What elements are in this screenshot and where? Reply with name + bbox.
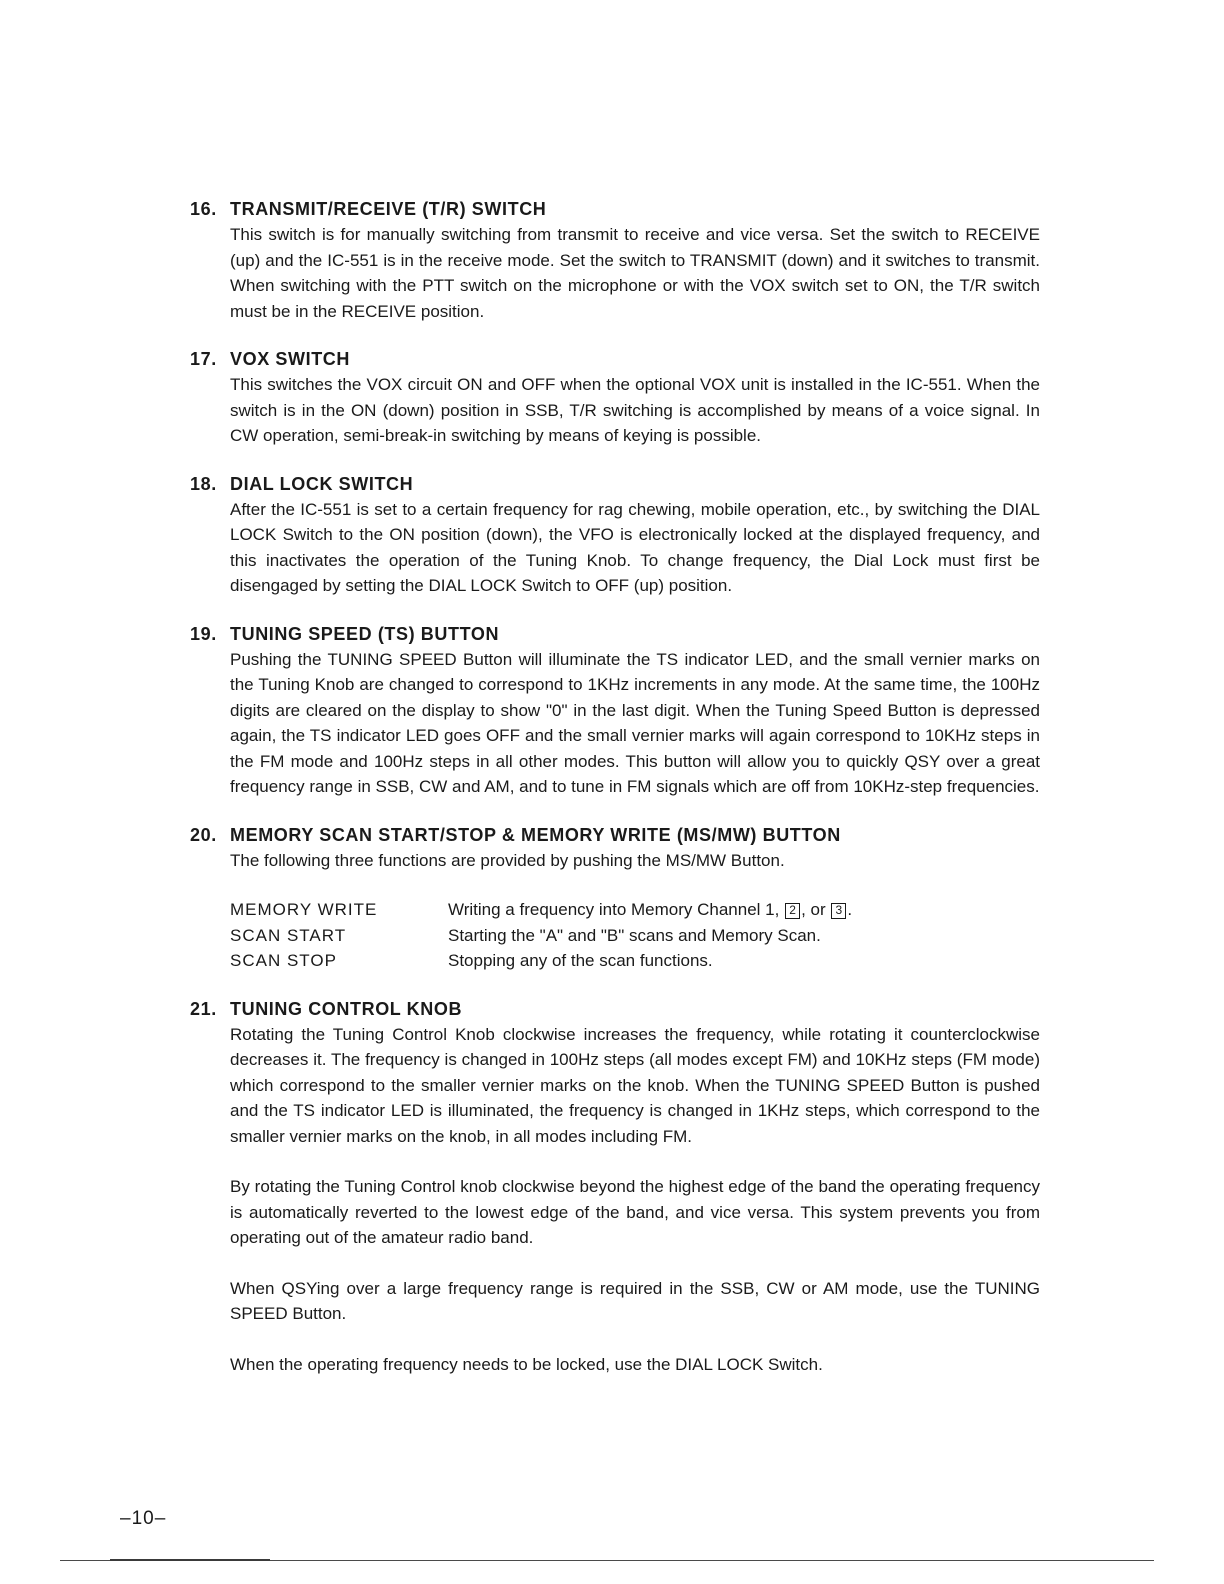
section-heading [190,822,1040,848]
function-description: Stopping any of the scan functions. [448,951,713,970]
section-dial-lock-switch [190,471,1040,599]
paragraph: When QSYing over a large frequency range is required in the SSB, CW or AM mode, use the TUNING SPEED Button. [230,1278,1040,1323]
paragraph: After the IC-551 is set to a certain frequency for rag chewing, mobile operation, etc., by switching the DIAL LOCK Switch to the ON position (down), the VFO is electronically locked at the displayed frequency, and this inactivates the operation of the Tuning Knob. To change frequency, the Dial Lock must first be disengaged by setting the DIAL LOCK Switch to OFF (up) position. [230,499,1040,595]
section-number: 18. [190,473,217,494]
paragraph: This switches the VOX circuit ON and OFF when the optional VOX unit is installed in the IC-551. When the switch is in the ON (down) position in SSB, T/R switching is accomplished by means of a voice signal. In CW operation, semi-break-in switching by means of keying is possible. [230,375,1040,445]
section-title: TUNING CONTROL KNOB [230,998,463,1019]
function-row [230,948,1040,974]
section-body [230,647,1040,800]
section-number: 21. [190,998,217,1019]
section-title: VOX SWITCH [230,349,351,369]
section-vox-switch [190,346,1040,449]
section-title: MEMORY SCAN START/STOP & MEMORY WRITE (MS/MW) BUTTON [230,824,841,845]
section-body [230,372,1040,449]
section-body [230,1022,1040,1378]
paragraph: The following three functions are provided by pushing the MS/MW Button. [230,850,785,870]
memory-channel-2-box: 2 [785,903,800,919]
section-number: 19. [190,623,217,644]
bottom-rule-accent [110,1559,270,1561]
page-number: –10– [120,1508,167,1529]
function-name: SCAN STOP [230,951,337,970]
section-number: 16. [190,199,217,219]
section-ms-mw-button [190,822,1040,974]
section-number: 20. [190,824,217,845]
section-title: DIAL LOCK SWITCH [230,473,414,494]
section-heading [190,196,1040,222]
function-table [230,897,1040,974]
function-name: SCAN START [230,925,347,945]
paragraph: When the operating frequency needs to be locked, use the DIAL LOCK Switch. [230,1354,823,1374]
section-title: TRANSMIT/RECEIVE (T/R) SWITCH [230,199,547,219]
function-description: Starting the "A" and "B" scans and Memory Scan. [448,925,821,945]
paragraph: Pushing the TUNING SPEED Button will illuminate the TS indicator LED, and the small vernier marks on the Tuning Knob are changed to correspond to 1KHz increments in any mode. At the same time, the 100Hz digits are cleared on the display to show "0" in the last digit. When the Tuning Speed Button is depressed again, the TS indicator LED goes OFF and the small vernier marks will again correspond to 10KHz steps in the FM mode and 100Hz steps in all other modes. This button will allow you to quickly QSY over a great frequency range in SSB, CW and AM, and to tune in FM signals which are off from 10KHz-step frequencies. [230,649,1040,796]
manual-page-content [190,196,1040,1399]
section-heading [190,346,1040,372]
section-body [230,222,1040,324]
paragraph: This switch is for manually switching from transmit to receive and vice versa. Set the switch to RECEIVE (up) and the IC-551 is in the receive mode. Set the switch to TRANSMIT (down) and it switches to transmit. When switching with the PTT switch on the microphone or with the VOX switch set to ON, the T/R switch must be in the RECEIVE position. [230,225,1040,321]
paragraph: By rotating the Tuning Control knob clockwise beyond the highest edge of the band the operating frequency is automatically reverted to the lowest edge of the band, and vice versa. This system prevents you from operating out of the amateur radio band. [230,1177,1040,1247]
memory-channel-3-box: 3 [831,903,846,919]
section-body [230,848,1040,974]
section-number: 17. [190,349,217,369]
function-row [230,923,1040,949]
section-tuning-control-knob [190,996,1040,1378]
function-description: Writing a frequency into Memory Channel 1, 2 , or 3 . [448,900,853,919]
section-body [230,497,1040,599]
section-heading [190,471,1040,497]
section-heading [190,996,1040,1022]
section-heading [190,621,1040,647]
section-tuning-speed-button [190,621,1040,800]
function-name: MEMORY WRITE [230,900,378,919]
section-title: TUNING SPEED (TS) BUTTON [230,623,500,644]
paragraph: Rotating the Tuning Control Knob clockwise increases the frequency, while rotating it counterclockwise decreases it. The frequency is changed in 100Hz steps (all modes except FM) and 10KHz steps (FM mode) which correspond to the smaller vernier marks on the knob. When the TUNING SPEED Button is pushed and the TS indicator LED is illuminated, the frequency is changed in 1KHz steps, which correspond to the smaller vernier marks on the knob, in all modes including FM. [230,1024,1040,1146]
function-row [230,897,1040,923]
section-tr-switch [190,196,1040,324]
